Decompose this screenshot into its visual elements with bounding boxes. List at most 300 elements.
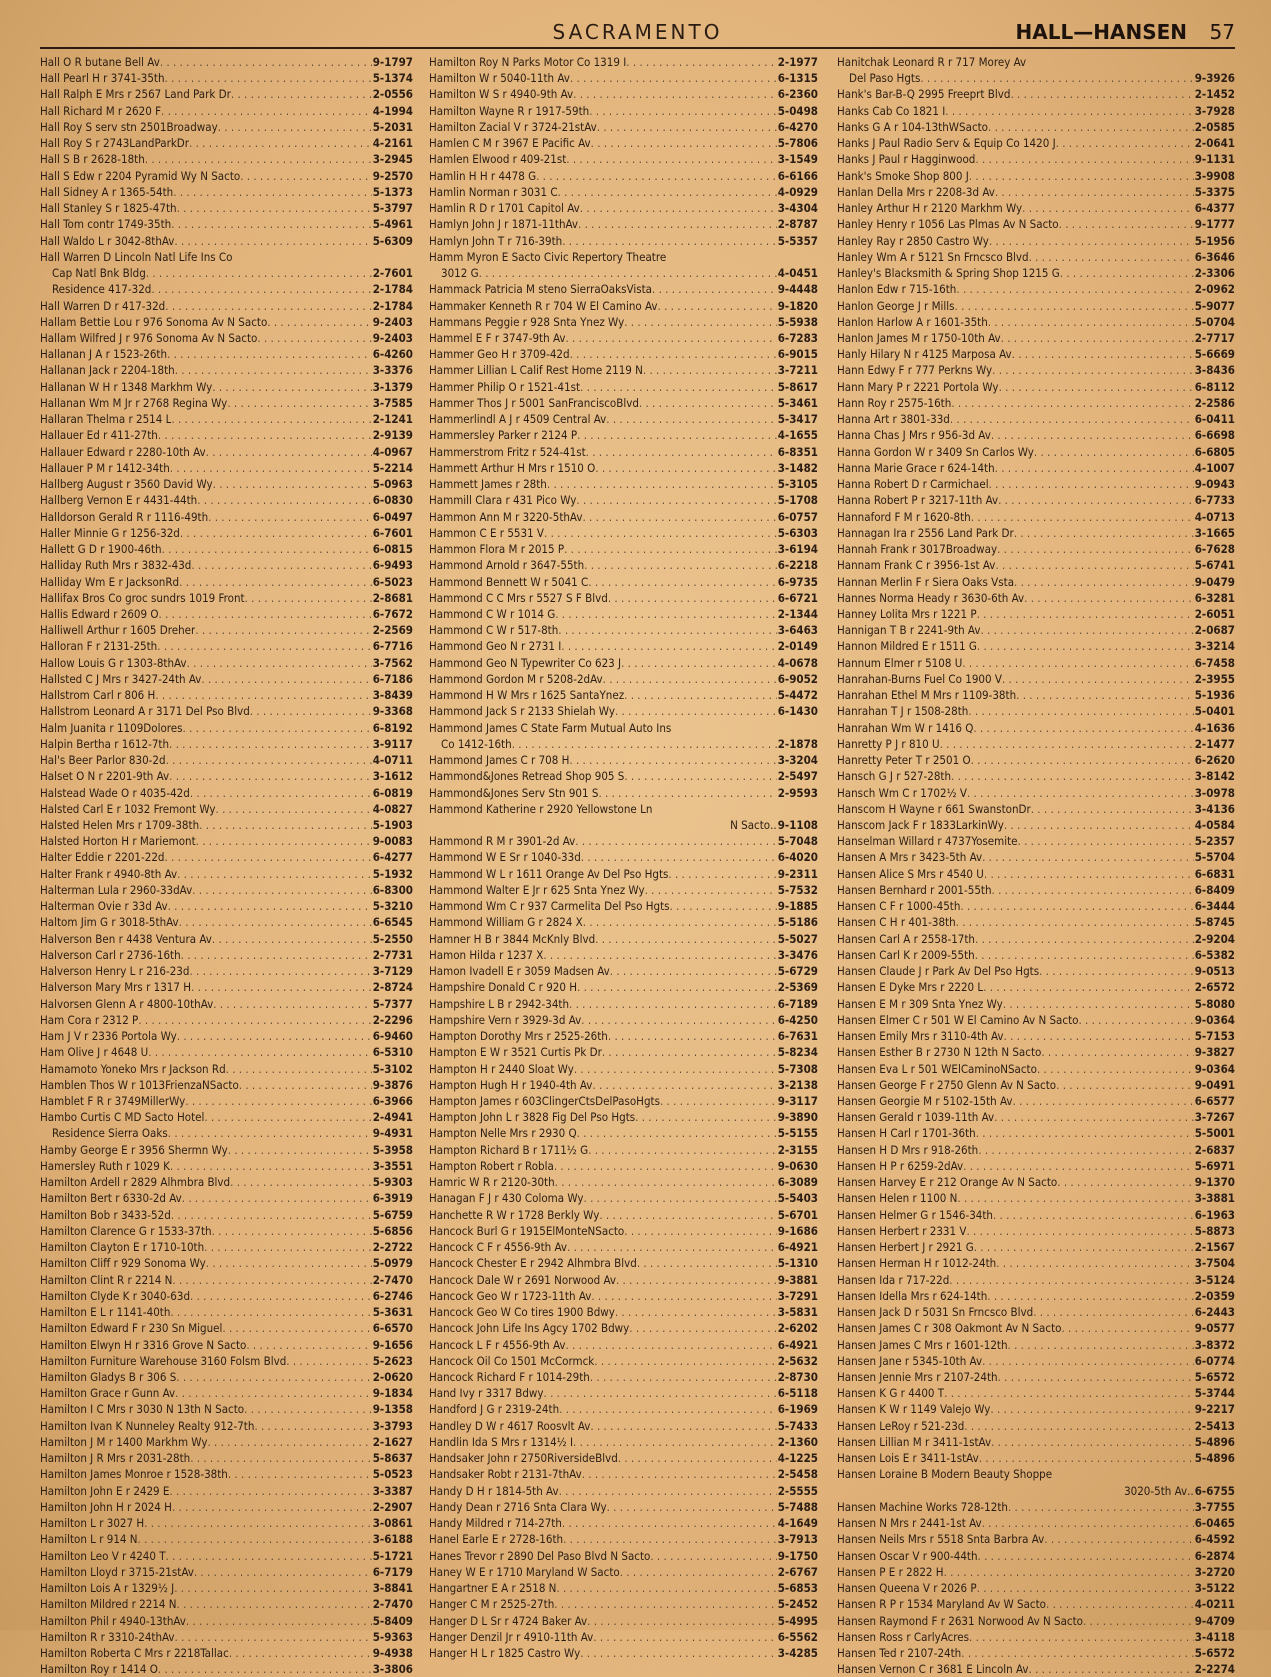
entry-phone: 3-2138	[777, 1077, 818, 1092]
directory-entry	[40, 1288, 413, 1304]
entry-phone: 5-5155	[777, 1126, 818, 1141]
entry-phone: 2-5632	[777, 1353, 818, 1368]
leader-dots	[250, 703, 372, 719]
entry-phone: 5-8234	[777, 1045, 818, 1060]
leader-dots	[254, 1418, 371, 1434]
entry-name: Hamlyn John T r 716-39th	[429, 233, 563, 248]
entry-name: Hansen George F r 2750 Glenn Av N Sacto	[837, 1077, 1057, 1092]
directory-entry	[837, 1093, 1235, 1109]
leader-dots	[555, 606, 776, 622]
directory-entry	[837, 703, 1235, 719]
entry-name: Hall Tom contr 1749-35th	[40, 217, 172, 232]
city-title: SACRAMENTO	[552, 20, 723, 44]
directory-entry	[837, 963, 1235, 979]
entry-phone: 4-2161	[372, 136, 413, 151]
entry-phone: 5-3102	[372, 1061, 413, 1076]
entry-phone: 6-7189	[777, 996, 818, 1011]
directory-entry	[40, 687, 413, 703]
entry-phone: 9-3890	[777, 1110, 818, 1125]
entry-name: Hammon Ann M r 3220-5thAv	[429, 509, 583, 524]
directory-entry	[429, 655, 818, 671]
entry-name: Hamilton Edward F r 230 Sn Miguel	[40, 1321, 223, 1336]
directory-entry	[837, 298, 1235, 314]
leader-dots	[650, 1548, 776, 1564]
directory-entry	[40, 606, 413, 622]
leader-dots	[978, 1142, 1193, 1158]
directory-entry	[429, 785, 818, 801]
directory-entry	[40, 1499, 413, 1515]
entry-phone: 3-5122	[1194, 1581, 1235, 1596]
directory-entry	[837, 249, 1235, 265]
leader-dots	[996, 1255, 1194, 1271]
entry-name: Hanley Wm A r 5121 Sn Frncsco Blvd	[837, 249, 1029, 264]
entry-name: Hammond&Jones Retread Shop 905 S	[429, 769, 625, 784]
entry-phone: 5-6572	[1194, 1645, 1235, 1660]
entry-name: Ham Olive J r 4648 U	[40, 1045, 149, 1060]
directory-entry	[429, 330, 818, 346]
directory-entry	[429, 1109, 818, 1125]
leader-dots	[1031, 801, 1194, 817]
entry-name: Hann Edwy F r 777 Perkns Wy	[837, 363, 993, 378]
entry-phone: 6-5023	[372, 574, 413, 589]
entry-name: N Sacto	[730, 818, 771, 833]
leader-dots	[562, 1515, 777, 1531]
entry-phone: 9-3926	[1194, 71, 1235, 86]
entry-phone: 3-8841	[372, 1581, 413, 1596]
entry-phone: 9-4931	[372, 1126, 413, 1141]
leader-dots	[945, 103, 1193, 119]
entry-phone: 4-0967	[372, 444, 413, 459]
entry-name: Halldorson Gerald R r 1116-49th	[40, 509, 209, 524]
entry-name: Hammond C W r 517-8th	[429, 623, 559, 638]
leader-dots	[554, 1596, 776, 1612]
directory-entry	[40, 1564, 413, 1580]
entry-phone: 9-2403	[372, 330, 413, 345]
leader-dots	[615, 1304, 777, 1320]
leader-dots	[167, 346, 372, 362]
entry-phone: 2-0149	[777, 639, 818, 654]
directory-entry	[837, 1012, 1235, 1028]
leader-dots	[979, 1450, 1194, 1466]
entry-name: Hannagan Ira r 2556 Land Park Dr	[837, 525, 1014, 540]
leader-dots	[159, 606, 372, 622]
directory-entry	[429, 1028, 818, 1044]
leader-dots	[1083, 1613, 1194, 1629]
entry-name: Hansen Alice S Mrs r 4540 U	[837, 866, 984, 881]
entry-name: Hall Ralph E Mrs r 2567 Land Park Dr	[40, 87, 231, 102]
leader-dots	[544, 1385, 777, 1401]
leader-dots	[961, 1645, 1193, 1661]
entry-name: Hanna Gordon W r 3409 Sn Carlos Wy	[837, 444, 1034, 459]
leader-dots	[969, 168, 1194, 184]
entry-name: Hammett Arthur H Mrs r 1510 O	[429, 460, 596, 475]
leader-dots	[1013, 1093, 1194, 1109]
directory-entry	[837, 86, 1235, 102]
entry-name: Hansen Idella Mrs r 624-14th	[837, 1288, 988, 1303]
leader-dots	[570, 70, 777, 86]
entry-phone: 6-7283	[777, 330, 818, 345]
leader-dots	[581, 849, 777, 865]
directory-entry	[837, 768, 1235, 784]
directory-entry	[40, 395, 413, 411]
entry-phone: 5-6729	[777, 964, 818, 979]
entry-phone: 5-0979	[372, 1256, 413, 1271]
entry-name: Hansen K G r 4400 T	[837, 1386, 945, 1401]
leader-dots	[982, 1353, 1194, 1369]
entry-phone: 2-1360	[777, 1434, 818, 1449]
entry-name: Halliday Ruth Mrs r 3832-43d	[40, 558, 192, 573]
entry-phone: 9-3876	[372, 1077, 413, 1092]
directory-entry	[837, 314, 1235, 330]
leader-dots	[172, 1499, 372, 1515]
entry-phone: 5-6853	[777, 1581, 818, 1596]
leader-dots	[624, 768, 776, 784]
entry-phone: 2-7470	[372, 1272, 413, 1287]
entry-phone: 5-1936	[1194, 688, 1235, 703]
entry-name: Halset O N r 2201-9th Av	[40, 769, 170, 784]
directory-entry	[837, 525, 1235, 541]
directory-entry	[429, 1061, 818, 1077]
directory-entry	[429, 1353, 818, 1369]
entry-phone: 9-0577	[1194, 1321, 1235, 1336]
leader-dots	[1004, 1028, 1194, 1044]
directory-entry	[429, 444, 818, 460]
leader-dots	[593, 1629, 776, 1645]
entry-name: Hallstrom Carl r 806 H	[40, 688, 156, 703]
entry-phone: 6-5310	[372, 1045, 413, 1060]
directory-entry	[837, 574, 1235, 590]
entry-phone: 5-3461	[777, 395, 818, 410]
directory-entry	[429, 557, 818, 573]
directory-entry	[837, 492, 1235, 508]
entry-phone: 3-7585	[372, 395, 413, 410]
entry-phone: 6-7672	[372, 606, 413, 621]
entry-phone: 2-1344	[777, 606, 818, 621]
entry-name: Halsted Carl E r 1032 Fremont Wy	[40, 801, 216, 816]
entry-phone: 4-1649	[777, 1516, 818, 1531]
entry-name: Hansen Helmer G r 1546-34th	[837, 1207, 993, 1222]
leader-dots	[967, 785, 1194, 801]
leader-dots	[971, 509, 1194, 525]
directory-entry	[429, 801, 818, 817]
leader-dots	[590, 1369, 777, 1385]
entry-name: Haller Minnie G r 1256-32d	[40, 525, 180, 540]
directory-entry	[429, 103, 818, 119]
entry-phone: 2-4941	[372, 1110, 413, 1125]
leader-dots	[599, 1207, 776, 1223]
entry-name: Hanrahan Ethel M Mrs r 1109-38th	[837, 688, 1017, 703]
leader-dots	[590, 1418, 776, 1434]
entry-phone: 5-1373	[372, 184, 413, 199]
entry-phone: 5-2452	[777, 1597, 818, 1612]
entry-name: Hamilton W r 5040-11th Av	[429, 71, 570, 86]
directory-entry	[40, 86, 413, 102]
leader-dots	[245, 590, 372, 606]
directory-entry	[40, 785, 413, 801]
entry-name: Hanagan F J r 430 Coloma Wy	[429, 1191, 584, 1206]
leader-dots	[589, 103, 777, 119]
entry-phone: 5-1903	[372, 818, 413, 833]
directory-entry	[429, 947, 818, 963]
entry-phone: 5-6309	[372, 233, 413, 248]
entry-phone: 5-2214	[372, 460, 413, 475]
leader-dots	[980, 622, 1193, 638]
entry-phone: 2-6767	[777, 1564, 818, 1579]
leader-dots	[175, 1385, 372, 1401]
leader-dots	[949, 1272, 1193, 1288]
entry-phone: 5-7377	[372, 996, 413, 1011]
entry-phone: 5-0498	[777, 103, 818, 118]
entry-phone: 3-4304	[777, 201, 818, 216]
leader-dots	[191, 979, 372, 995]
entry-name: Handy Dean r 2716 Snta Clara Wy	[429, 1499, 607, 1514]
entry-name: Hanlon Harlow A r 1601-35th	[837, 314, 988, 329]
entry-name: Hann Roy r 2575-16th	[837, 395, 952, 410]
leader-dots	[597, 119, 777, 135]
leader-dots	[974, 1239, 1194, 1255]
entry-phone: 9-3368	[372, 704, 413, 719]
leader-dots	[626, 54, 776, 70]
entry-name: Hancock Oil Co 1501 McCormck	[429, 1353, 595, 1368]
directory-entry	[429, 1077, 818, 1093]
leader-dots	[168, 898, 372, 914]
entry-phone: 5-6971	[1194, 1158, 1235, 1173]
entry-name: Hansen Emily Mrs r 3110-4th Av	[837, 1029, 1004, 1044]
entry-name: Hanley Ray r 2850 Castro Wy	[837, 233, 989, 248]
entry-phone: 9-0479	[1194, 574, 1235, 589]
entry-name: Hamilton Roy N Parks Motor Co 1319 I	[429, 55, 627, 69]
entry-phone: 5-3958	[372, 1142, 413, 1157]
directory-entry	[837, 687, 1235, 703]
entry-name: Hammond Katherine r 2920 Yellowstone Ln	[429, 801, 653, 816]
entry-phone: 3-3214	[1194, 639, 1235, 654]
entry-name: Hamon Ivadell E r 3059 Madsen Av	[429, 964, 610, 979]
directory-entry	[40, 216, 413, 232]
entry-name: Hammond W E Sr r 1040-33d	[429, 850, 581, 865]
entry-name: Hammer Lillian L Calif Rest Home 2119 N	[429, 363, 643, 378]
leader-dots	[652, 281, 777, 297]
directory-entry	[40, 281, 413, 297]
entry-phone: 6-9735	[777, 574, 818, 589]
directory-entry	[429, 1255, 818, 1271]
leader-dots	[586, 444, 777, 460]
directory-entry	[40, 1093, 413, 1109]
leader-dots	[172, 1272, 371, 1288]
entry-phone: 3-9908	[1194, 168, 1235, 183]
entry-phone: 5-4896	[1194, 1451, 1235, 1466]
leader-dots	[574, 1061, 777, 1077]
directory-entry	[429, 346, 818, 362]
entry-phone: 6-6570	[372, 1321, 413, 1336]
leader-dots	[1003, 996, 1194, 1012]
entry-phone: 6-3646	[1194, 249, 1235, 264]
entry-name: Hall S B r 2628-18th	[40, 152, 145, 167]
directory-entry	[429, 574, 818, 590]
entry-phone: 2-1784	[372, 298, 413, 313]
directory-entry	[429, 606, 818, 622]
directory-entry	[40, 849, 413, 865]
directory-entry	[837, 70, 1235, 86]
entry-phone: 2-1241	[372, 412, 413, 427]
entry-phone: 5-8080	[1194, 996, 1235, 1011]
entry-name: Hanitchak Leonard R r 717 Morey Av	[837, 55, 1027, 69]
entry-name: Hammond C W r 1014 G	[429, 606, 556, 621]
directory-entry	[429, 1044, 818, 1060]
leader-dots	[212, 1223, 372, 1239]
entry-name: Hamilton I C Mrs r 3030 N 13th N Sacto	[40, 1402, 245, 1417]
entry-name: Hall Warren D Lincoln Natl Life Ins Co	[40, 249, 233, 264]
entry-name: Hamilton Lloyd r 3715-21stAv	[40, 1564, 194, 1579]
directory-entry	[837, 444, 1235, 460]
leader-dots	[989, 476, 1194, 492]
entry-name: Haney W E r 1710 Maryland W Sacto	[429, 1564, 620, 1579]
directory-entry	[837, 1596, 1235, 1612]
directory-entry	[40, 996, 413, 1012]
leader-dots	[558, 622, 776, 638]
leader-dots	[975, 931, 1194, 947]
entry-name: Hanna Art r 3801-33d	[837, 412, 950, 427]
entry-phone: 6-0774	[1194, 1353, 1235, 1368]
entry-name: Hansen Neils Mrs r 5518 Snta Barbra Av	[837, 1532, 1045, 1547]
entry-phone: 2-3306	[1194, 266, 1235, 281]
directory-entry	[429, 509, 818, 525]
entry-phone: 6-1969	[777, 1402, 818, 1417]
directory-entry	[429, 979, 818, 995]
leader-dots	[240, 168, 371, 184]
leader-dots	[158, 1661, 372, 1677]
leader-dots	[177, 1596, 372, 1612]
leader-dots	[668, 866, 776, 882]
directory-entry	[40, 525, 413, 541]
entry-phone: 9-1820	[777, 298, 818, 313]
leader-dots	[229, 1645, 372, 1661]
entry-phone: 2-6202	[777, 1321, 818, 1336]
entry-name: Hammerstrom Fritz r 524-41st	[429, 444, 586, 459]
entry-phone: 3-2945	[372, 152, 413, 167]
entry-phone: 5-5704	[1194, 850, 1235, 865]
leader-dots	[598, 785, 776, 801]
entry-name: Hammond Geo N Typewriter Co 623 J	[429, 655, 622, 670]
page-number: 57	[1209, 20, 1235, 44]
leader-dots	[975, 151, 1193, 167]
directory-entry	[429, 898, 818, 914]
leader-dots	[566, 151, 776, 167]
entry-name: Hammon Flora M r 2015 P	[429, 542, 565, 557]
directory-entry	[40, 330, 413, 346]
directory-entry	[40, 590, 413, 606]
leader-dots	[608, 590, 777, 606]
entry-phone: 6-4020	[777, 850, 818, 865]
leader-dots	[175, 1629, 372, 1645]
entry-name: Halverson Carl r 2736-16th	[40, 947, 181, 962]
leader-dots	[588, 1142, 777, 1158]
entry-phone: 3-1612	[372, 769, 413, 784]
leader-dots	[554, 1158, 777, 1174]
entry-phone: 5-9303	[372, 1175, 413, 1190]
leader-dots	[1001, 330, 1194, 346]
entry-name: 3020-5th Av	[1124, 1483, 1188, 1498]
entry-phone: 5-8745	[1194, 915, 1235, 930]
entry-name: Halverson Henry L r 216-23d	[40, 964, 190, 979]
directory-entry	[40, 1661, 413, 1677]
entry-name: Hamilton Ardell r 2829 Alhmbra Blvd	[40, 1175, 231, 1190]
directory-entry	[40, 1483, 413, 1499]
leader-dots	[196, 833, 372, 849]
entry-name: Hanley's Blacksmith & Spring Shop 1215 G	[837, 266, 1060, 281]
leader-dots	[998, 492, 1194, 508]
directory-entry	[837, 1369, 1235, 1385]
entry-name: Hannah Frank r 3017Broadway	[837, 542, 998, 557]
entry-name: Hansen Elmer C r 501 W El Camino Av N Sacto	[837, 1012, 1079, 1027]
entry-phone: 6-4250	[777, 1012, 818, 1027]
leader-dots	[169, 736, 372, 752]
directory-entry	[429, 1190, 818, 1206]
leader-dots	[578, 216, 777, 232]
leader-dots	[995, 460, 1194, 476]
leader-dots	[992, 362, 1194, 378]
directory-entry	[40, 963, 413, 979]
directory-entry	[429, 849, 818, 865]
entry-phone: 9-0083	[372, 834, 413, 849]
entry-name: Hamm Myron E Sacto Civic Repertory Theatre	[429, 249, 667, 264]
directory-entry	[40, 54, 413, 70]
leader-dots	[624, 1223, 776, 1239]
leader-dots	[969, 1629, 1194, 1645]
directory-entry	[837, 866, 1235, 882]
entry-phone: 2-5497	[777, 769, 818, 784]
directory-entry	[40, 265, 413, 281]
directory-entry	[837, 671, 1235, 687]
directory-entry	[837, 898, 1235, 914]
directory-entry	[837, 1272, 1235, 1288]
leader-dots	[257, 330, 371, 346]
entry-name: Hammond Geo N r 2731 I	[429, 639, 562, 654]
entry-phone: 2-3955	[1194, 671, 1235, 686]
directory-entry	[837, 1564, 1235, 1580]
entry-name: Hammett James r 28th	[429, 477, 547, 492]
entry-phone: 2-2722	[372, 1240, 413, 1255]
directory-entry	[429, 866, 818, 882]
directory-entry	[429, 135, 818, 151]
directory-entry	[40, 1548, 413, 1564]
entry-name: Hamilton E L r 1141-40th	[40, 1305, 171, 1320]
entry-name: Hansen K W r 1149 Valejo Wy	[837, 1402, 991, 1417]
entry-name: Hancock Geo W r 1723-11th Av	[429, 1288, 592, 1303]
directory-entry	[40, 541, 413, 557]
leader-dots	[212, 379, 371, 395]
directory-entry	[837, 622, 1235, 638]
entry-name: Hansen Lillian M r 3411-1stAv	[837, 1434, 992, 1449]
entry-name: Hamilton Roy r 1414 O	[40, 1662, 158, 1677]
entry-name: Hanley Henry r 1056 Las Plmas Av N Sacto	[837, 217, 1059, 232]
entry-phone: 6-7186	[372, 671, 413, 686]
directory-entry	[40, 979, 413, 995]
directory-entry	[429, 395, 818, 411]
leader-dots	[993, 1207, 1194, 1223]
page-header	[40, 18, 1235, 48]
directory-entry	[40, 200, 413, 216]
directory-entry	[40, 1223, 413, 1239]
entry-name: Hanlon George J r Mills	[837, 298, 955, 313]
entry-name: Hannes Norma Heady r 3630-6th Av	[837, 590, 1025, 605]
entry-phone: 6-0465	[1194, 1516, 1235, 1531]
directory-entry	[40, 720, 413, 736]
entry-name: Halterman Lula r 2960-33dAv	[40, 882, 193, 897]
entry-name: Hansen Esther B r 2730 N 12th N Sacto	[837, 1045, 1042, 1060]
entry-name: Hanretty Peter T r 2501 O	[837, 753, 971, 768]
leader-dots	[239, 1077, 372, 1093]
entry-phone: 6-3966	[372, 1094, 413, 1108]
